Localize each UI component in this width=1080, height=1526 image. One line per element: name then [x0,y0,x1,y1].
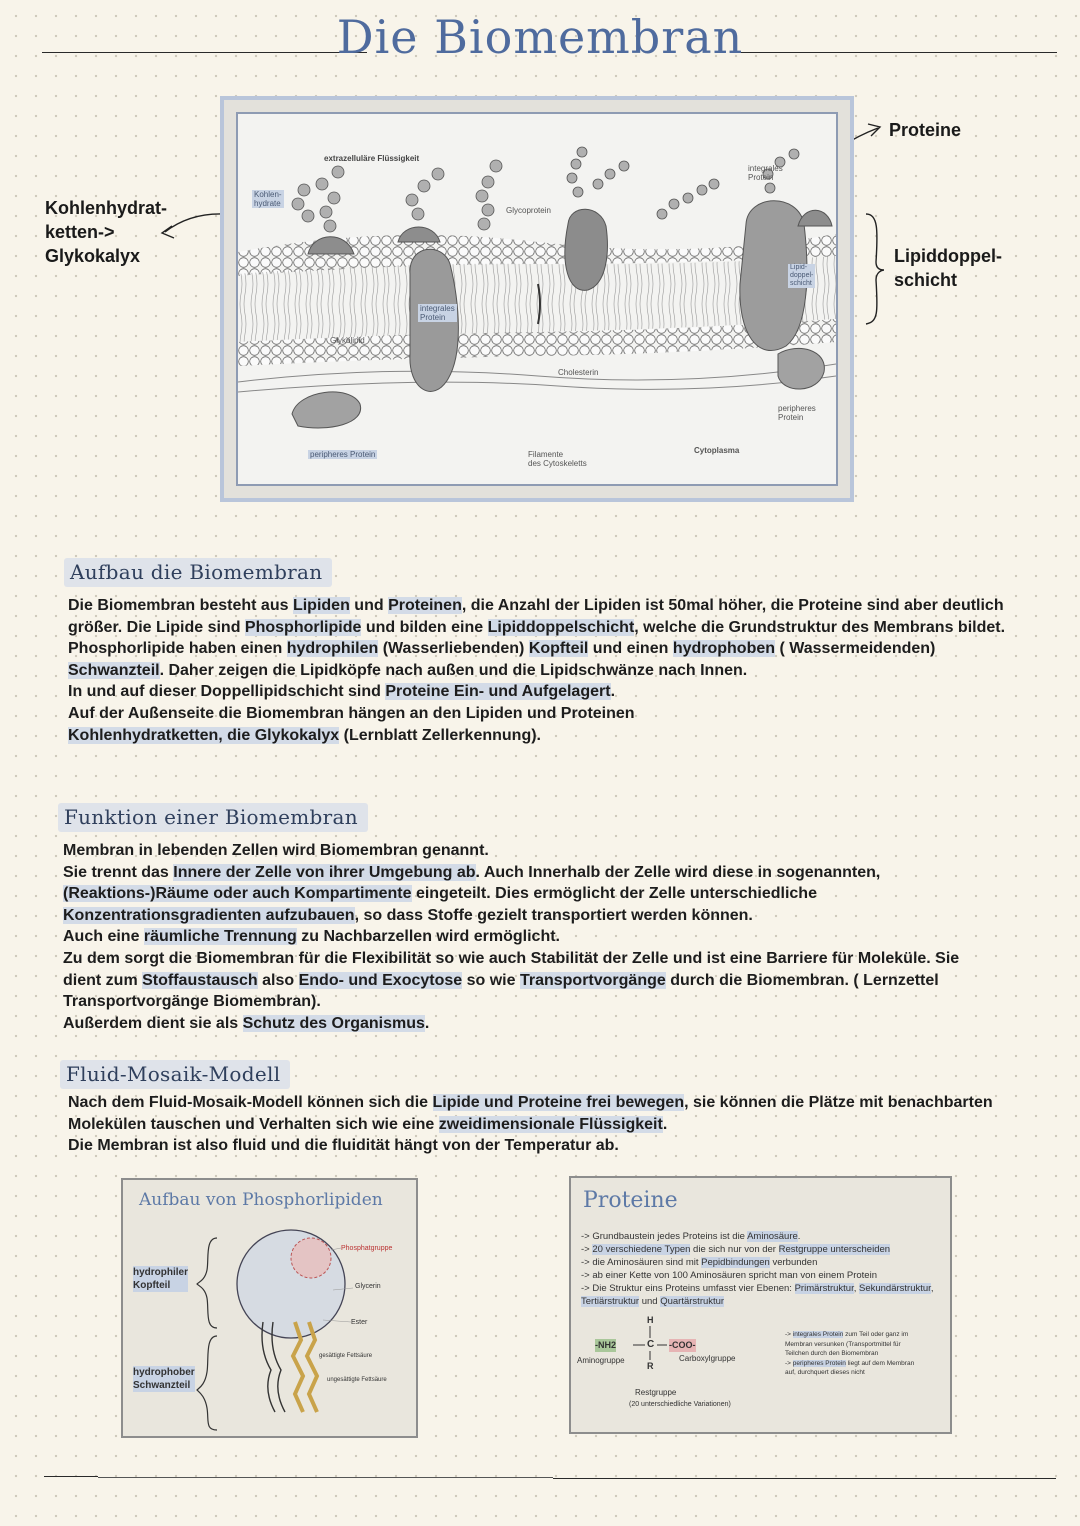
tail-label: hydrophober Schwanzteil [133,1367,195,1391]
text-run: . Auch Innerhalb der Zelle wird diese in sogenannten, [475,863,881,881]
text-run: -> Die Struktur eins Proteins umfasst vier Ebenen: [581,1283,795,1294]
text-run: -> ab einer Kette von 100 Aminosäuren spricht man von einem Protein [581,1270,877,1281]
bottom-rule-right [553,1478,1056,1479]
text-run: zum Teil oder ganz im Membran versunken (Transportmittel für Teilchen durch den Biomembran [785,1331,909,1357]
highlight: Aminosäure [747,1231,798,1242]
label-peripheral-left: peripheres Protein [310,450,376,459]
label-saturated: gesättigte Fettsäure [319,1353,373,1359]
text-run: -> Grundbaustein jedes Proteins ist die [581,1231,748,1242]
phospholipid-svg [123,1180,416,1436]
text-run: -> [785,1331,793,1338]
text-run: also [257,971,299,989]
label-unsaturated: ungesättigte Fettsäure [327,1377,387,1383]
text-run: Auf der Außenseite die Biomembran hängen an den Lipiden und Proteinen [68,704,635,722]
rest-group-label: Restgruppe [635,1388,677,1397]
heading-fluid: Fluid-Mosaik-Modell [60,1060,290,1089]
label-integral-mid: integrales Protein [420,304,455,322]
label-integral-top: integrales Protein [748,164,783,182]
proteins-label: Proteine [889,120,962,140]
proteins-card [569,1176,952,1434]
aufbau-text [68,595,1033,746]
text-run: Membran in lebenden Zellen wird Biomembran genannt. [63,842,489,859]
text-run: In und auf dieser Doppellipidschicht sind [68,683,386,701]
highlight: Lipiden [292,597,350,614]
text-run: zu Nachbarzellen wird ermöglicht. [296,928,560,946]
text-run: . Daher zeigen die Lipidköpfe nach außen und die Lipidschwänze nach Innen. [159,661,748,679]
highlight: hydrophoben [672,640,776,658]
highlight: Kopfteil [528,640,589,658]
atom-h: H [647,1315,654,1325]
text-run: so wie [462,971,520,989]
text-run: Die Membran ist also fluid und die fluidität hängt von der Temperatur ab. [68,1137,619,1155]
head-label: hydrophiler Kopfteil [133,1267,189,1291]
carboxyl-group-label: Carboxylgruppe [679,1354,736,1363]
text-run: und [639,1296,661,1307]
text-run: liegt auf dem Membran auf, durchquert dieses nicht [785,1359,915,1376]
carboxyl-group: -COO- [669,1340,696,1350]
highlight: Restgruppe unterscheiden [778,1244,891,1255]
text-run: durch die Biomembran. ( Lernzettel Transportvorgänge Biomembran). [63,971,939,1011]
highlight: zweidimensionale Flüssigkeit [438,1115,663,1133]
highlight: (Reaktions-)Räume oder auch Kompartimente [63,885,412,903]
atom-r: R [647,1361,654,1371]
highlight: Quartärstruktur [660,1296,725,1307]
text-run: -> die Aminosäuren sind mit [581,1257,702,1268]
text-run: Sie trennt das [63,863,174,881]
text-run: , [853,1283,859,1294]
atom-c: C [647,1339,655,1350]
funktion-text [63,840,983,1034]
highlight: Sekundärstruktur [859,1283,931,1294]
text-run: und einen [588,640,673,658]
heading-aufbau: Aufbau die Biomembran [64,558,332,587]
label-ester: Ester [351,1319,368,1326]
highlight: Tertiärstruktur [581,1296,640,1307]
highlight: Schwanzteil [68,661,160,679]
heading-funktion: Funktion einer Biomembran [58,803,368,832]
label-extracellular: extrazelluläre Flüssigkeit [324,154,420,163]
page-title: Die Biomembran [336,10,744,64]
proteins-card-title: Proteine [583,1188,678,1213]
text-run: Phosphorlipide haben einen [68,640,287,658]
amino-group: -NH2 [595,1340,617,1350]
text-run: . [424,1014,430,1032]
highlight: Pepidbindungen [701,1257,770,1268]
text-run: , sie können die Plätze mit benachbarten Molekülen tauschen und Verhalten sich wie eine [68,1094,993,1133]
label-glycerin: Glycerin [355,1283,381,1290]
highlight: Schutz des Organismus [242,1014,425,1032]
highlight: Proteinen [388,597,462,614]
membrane-illustration [236,112,838,486]
highlight: Kohlenhydratketten, die Glykokalyx [68,726,340,744]
text-run: Die Biomembran besteht aus [68,597,293,614]
label-peripheral-right: peripheres Protein [778,404,816,422]
highlight: 20 verschiedene Typen [592,1244,691,1255]
rest-group-note: (20 unterschiedliche Variationen) [629,1401,731,1408]
highlight: Transportvorgänge [519,971,666,989]
label-phosphate: Phosphatgruppe [341,1245,393,1252]
protein-types-note [785,1330,925,1378]
bottom-rule-mid [98,1477,553,1478]
highlight: Lipiddoppelschicht [487,618,635,636]
highlight: Lipide und Proteine frei bewegen [432,1094,685,1111]
label-glycoprotein: Glycoprotein [506,206,551,215]
label-glycolipid: Glykolipid [330,336,365,345]
highlight: Konzentrationsgradienten aufzubauen [63,906,355,924]
text-run: , welche die Grundstruktur des Membrans bildet. [634,618,1006,636]
highlight: Primärstruktur [794,1283,854,1294]
text-run: -> [785,1359,793,1367]
text-run: und bilden eine [361,618,488,636]
highlight: Endo- und Exocytose [298,971,463,989]
amino-group-label: Aminogruppe [577,1356,625,1365]
highlight: Proteine Ein- und Aufgelagert [385,683,611,701]
highlight: Phosphorlipide [244,618,362,636]
highlight: Innere der Zelle von ihrer Umgebung ab [173,863,476,881]
text-run: . [662,1115,668,1133]
note-peripheral [785,1359,925,1378]
label-filaments: Filamente des Cytoskeletts [528,450,587,468]
text-run: verbunden [769,1257,818,1268]
bilayer-label: Lipiddoppel- schicht [894,246,1002,290]
text-run: , [930,1283,934,1294]
text-run: . [797,1231,801,1242]
label-carbs: Kohlen- hydrate [254,190,282,208]
phospho-card-title: Aufbau von Phosphorlipiden [139,1190,383,1210]
membrane-svg [238,114,836,484]
text-run: Zu dem sorgt die Biomembran für die Flexibilität so wie auch Stabilität der Zelle und ist eine Barriere für Moleküle. Sie dient zum [63,949,960,989]
bottom-rule-left [44,1476,98,1477]
phospholipid-card [121,1178,418,1438]
text-run: . [610,683,616,701]
label-cytoplasm: Cytoplasma [694,446,740,455]
text-run: (Lernblatt Zellerkennung). [339,726,541,744]
text-run: Auch eine [63,928,144,946]
highlight: Stoffaustausch [142,971,258,989]
amino-bonds [571,1178,950,1432]
fluid-text [68,1092,1008,1157]
text-run: die sich nur von der [690,1244,779,1255]
label-cholesterol: Cholesterin [558,368,599,377]
highlight: integrales Protein [792,1331,844,1338]
text-run: Außerdem dient sie als [63,1014,243,1032]
highlight: räumliche Trennung [143,928,297,946]
text-run: , so dass Stoffe gezielt transportiert werden können. [354,906,753,924]
text-run: -> [581,1244,593,1255]
text-run: Nach dem Fluid-Mosaik-Modell können sich die [68,1094,433,1111]
membrane-diagram [220,96,854,502]
glycocalyx-label: Kohlenhydrat- ketten-> Glykokalyx [45,198,168,266]
highlight: hydrophilen [286,640,379,658]
text-run: und [349,597,389,614]
text-run: ( Wassermeidenden) [775,640,936,658]
label-lipid-bilayer: Lipid- doppel- schicht [790,264,814,287]
highlight: peripheres Protein [792,1359,846,1367]
note-integral [785,1330,925,1359]
text-run: eingeteilt. Dies ermöglicht der Zelle unterschiedliche [411,885,817,903]
text-run: , die Anzahl der Lipiden ist 50mal höher, die Proteine sind aber deutlich größer. Die Lipide sind [68,597,1004,636]
text-run: (Wasserliebenden) [378,640,529,658]
